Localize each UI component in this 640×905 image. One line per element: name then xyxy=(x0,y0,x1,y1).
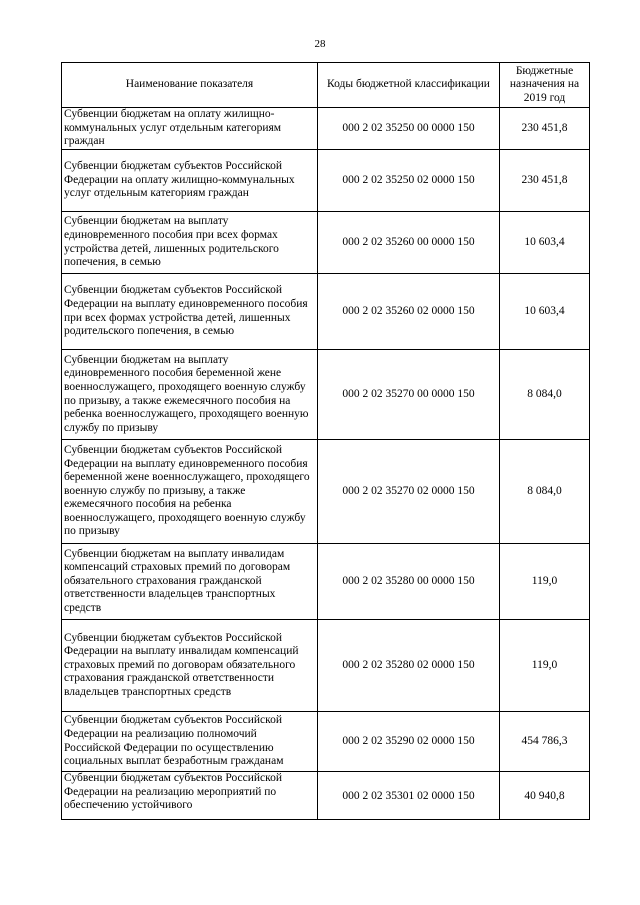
row-code: 000 2 02 35280 00 0000 150 xyxy=(318,544,500,620)
row-name: Субвенции бюджетам субъектов Российской Федерации на выплату единовременного пособия беременной жене военнослужащего, проходящего военную службу по призыву, а также ежемесячного пособия на ребенка военнослужащего, проходящего военную службу по призыву xyxy=(62,440,318,544)
row-sum: 10 603,4 xyxy=(500,212,590,274)
row-sum: 230 451,8 xyxy=(500,150,590,212)
row-sum: 454 786,3 xyxy=(500,712,590,772)
row-sum: 230 451,8 xyxy=(500,108,590,150)
table-row xyxy=(62,440,590,544)
row-sum: 40 940,8 xyxy=(500,772,590,820)
row-name: Субвенции бюджетам на выплату инвалидам компенсаций страховых премий по договорам обязательного страхования гражданской ответственности владельцев транспортных средств xyxy=(62,544,318,620)
row-name: Субвенции бюджетам на выплату единовременного пособия беременной жене военнослужащего, проходящего военную службу по призыву, а также ежемесячного пособия на ребенка военнослужащего, проходящего военную службу по призыву xyxy=(62,350,318,440)
row-code: 000 2 02 35280 02 0000 150 xyxy=(318,620,500,712)
row-name: Субвенции бюджетам субъектов Российской Федерации на реализацию полномочий Российской Федерации по осуществлению социальных выплат безработным гражданам xyxy=(62,712,318,772)
row-name: Субвенции бюджетам на выплату единовременного пособия при всех формах устройства детей, лишенных родительского попечения, в семью xyxy=(62,212,318,274)
row-code: 000 2 02 35250 02 0000 150 xyxy=(318,150,500,212)
row-code: 000 2 02 35270 00 0000 150 xyxy=(318,350,500,440)
header-sum: Бюджетные назначения на 2019 год xyxy=(500,63,590,108)
table-row xyxy=(62,620,590,712)
header-code: Коды бюджетной классификации xyxy=(318,63,500,108)
row-name: Субвенции бюджетам субъектов Российской Федерации на выплату единовременного пособия при всех формах устройства детей, лишенных родительского попечения, в семью xyxy=(62,274,318,350)
table-row xyxy=(62,350,590,440)
row-code: 000 2 02 35270 02 0000 150 xyxy=(318,440,500,544)
table-row xyxy=(62,712,590,772)
page-number: 28 xyxy=(314,38,326,50)
table-row xyxy=(62,772,590,820)
table-row xyxy=(62,150,590,212)
row-code: 000 2 02 35260 02 0000 150 xyxy=(318,274,500,350)
table-header-row xyxy=(62,63,590,108)
row-sum: 10 603,4 xyxy=(500,274,590,350)
row-sum: 8 084,0 xyxy=(500,350,590,440)
budget-table xyxy=(61,62,590,820)
header-name: Наименование показателя xyxy=(62,63,318,108)
table-row xyxy=(62,274,590,350)
row-code: 000 2 02 35250 00 0000 150 xyxy=(318,108,500,150)
row-code: 000 2 02 35260 00 0000 150 xyxy=(318,212,500,274)
table-row xyxy=(62,544,590,620)
row-sum: 8 084,0 xyxy=(500,440,590,544)
row-name: Субвенции бюджетам субъектов Российской Федерации на выплату инвалидам компенсаций страховых премий по договорам обязательного страхования гражданской ответственности владельцев транспортных средств xyxy=(62,620,318,712)
row-sum: 119,0 xyxy=(500,620,590,712)
row-code: 000 2 02 35301 02 0000 150 xyxy=(318,772,500,820)
table-row xyxy=(62,212,590,274)
row-name: Субвенции бюджетам субъектов Российской Федерации на оплату жилищно-коммунальных услуг отдельным категориям граждан xyxy=(62,150,318,212)
row-name: Субвенции бюджетам субъектов Российской Федерации на реализацию мероприятий по обеспечению устойчивого xyxy=(62,772,318,820)
row-name: Субвенции бюджетам на оплату жилищно-коммунальных услуг отдельным категориям граждан xyxy=(62,108,318,150)
row-code: 000 2 02 35290 02 0000 150 xyxy=(318,712,500,772)
table-row xyxy=(62,108,590,150)
row-sum: 119,0 xyxy=(500,544,590,620)
